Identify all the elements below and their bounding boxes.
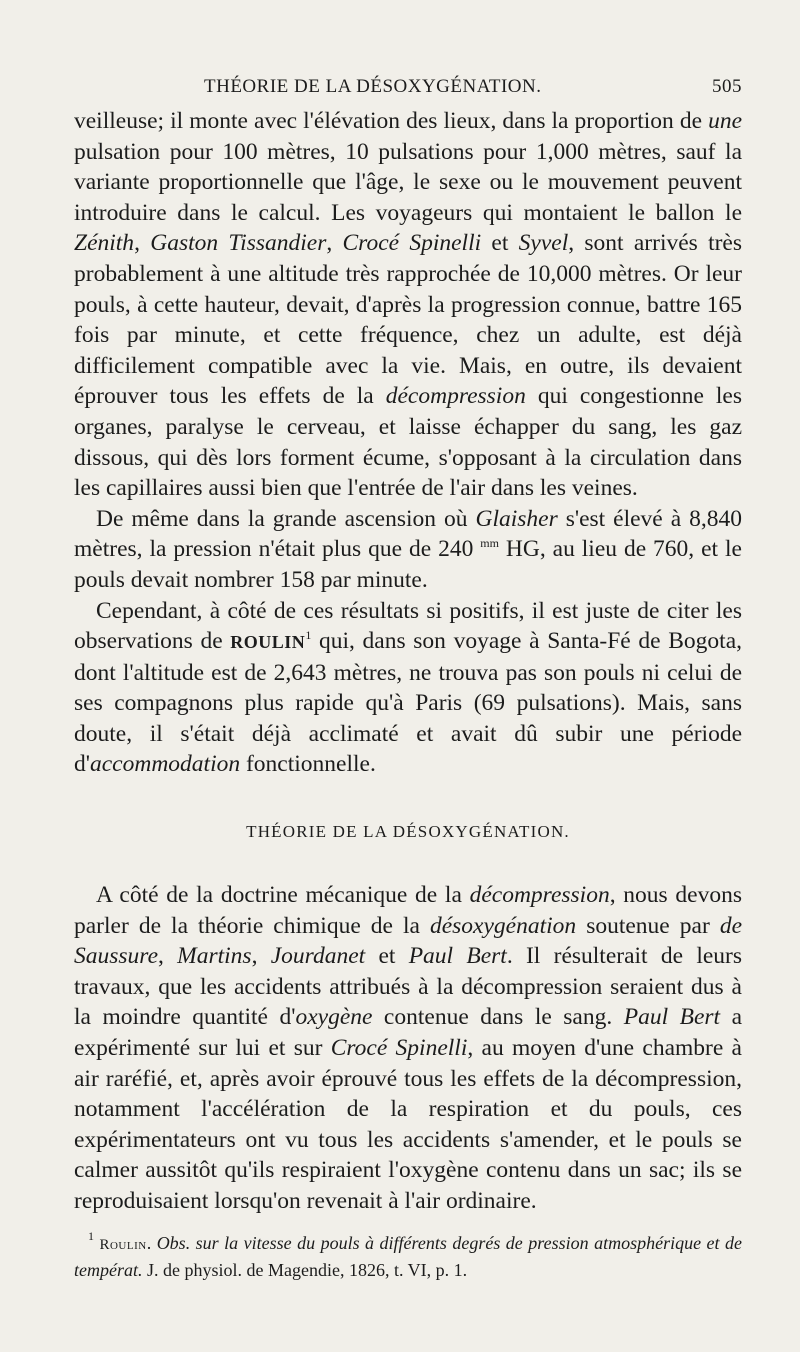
page-number: 505 [712, 76, 742, 97]
paragraph-pulse-altitude: veilleuse; il monte avec l'élévation des lieux, dans la proportion de une pulsation pour 100 mètres, 10 pulsations pour 1,000 mètres, sauf la variante proportionnelle que l'âge, le sexe ou le mouvement peuvent introduire dans le calcul. Les voyageurs qui montaient le ballon le Zénith, Gaston Tissandier, Crocé Spinelli et Syvel, sont arrivés très probablement à une altitude très rapprochée de 10,000 mètres. Or leur pouls, à cette hauteur, devait, d'après la progression connue, battre 165 fois par minute, et cette fréquence, chez un adulte, est déjà difficilement compatible avec la vie. Mais, en outre, ils devaient éprouver tous les effets de la décompression qui congestionne les organes, paralyse le cerveau, et laisse échapper du sang, les gaz dissous, qui dès lors forment écume, s'opposant à la circulation dans les capillaires aussi bien que l'entrée de l'air dans les veines. [74, 108, 743, 502]
running-head [74, 72, 742, 106]
paragraph-roulin: Cependant, à côté de ces résultats si positifs, il est juste de citer les observations de ROULIN$^1$ qui, dans son voyage à Santa-Fé de Bogota, dont l'altitude est de 2,643 mètres, ne trouva pas son pouls ni celui de ses compagnons plus rapide qu'à Paris (69 pulsations). Mais, sans doute, il s'était déjà acclimaté et avait dû subir une période d'accommodation fonctionnelle. [74, 597, 743, 778]
section-heading: THÉORIE DE LA DÉSOXYGÉNATION. [246, 822, 570, 842]
footnote-mark: 1 [88, 1228, 94, 1243]
footnote-reference: 1 [305, 628, 312, 643]
footnote: $^1$ Roulin. Obs. sur la vitesse du pouls à différents degrés de pression atmosphérique et de températ. J. de physiol. de Magendie, 1826, t. VI, p. 1. [74, 1228, 743, 1280]
paragraph-desoxygenation: A côté de la doctrine mécanique de la décompression, nous devons parler de la théorie chimique de la désoxygénation soutenue par de Saussure, Martins, Jourdanet et Paul Bert. Il résulterait de leurs travaux, que les accidents attribués à la décompression seraient dus à la moindre quantité d'oxygène contenue dans le sang. Paul Bert a expérimenté sur lui et sur Crocé Spinelli, au moyen d'une chambre à air raréfié, et, après avoir éprouvé tous les effets de la décompression, notamment l'accélération de la respiration et du pouls, ces expérimentateurs ont vu tous les accidents s'amender, et le pouls se calmer aussitôt qu'ils respiraient l'oxygène contenu dans un sac; ils se reproduisaient lorsqu'on revenait à l'air ordinaire. [74, 882, 743, 1214]
running-title: THÉORIE DE LA DÉSOXYGÉNATION. [204, 76, 542, 97]
paragraph-glaisher: De même dans la grande ascension où Glaisher s'est élevé à 8,840 mètres, la pression n'était plus que de 240 $^{mm}$ HG, au lieu de 760, et le pouls devait nombrer 158 par minute. [74, 505, 742, 593]
